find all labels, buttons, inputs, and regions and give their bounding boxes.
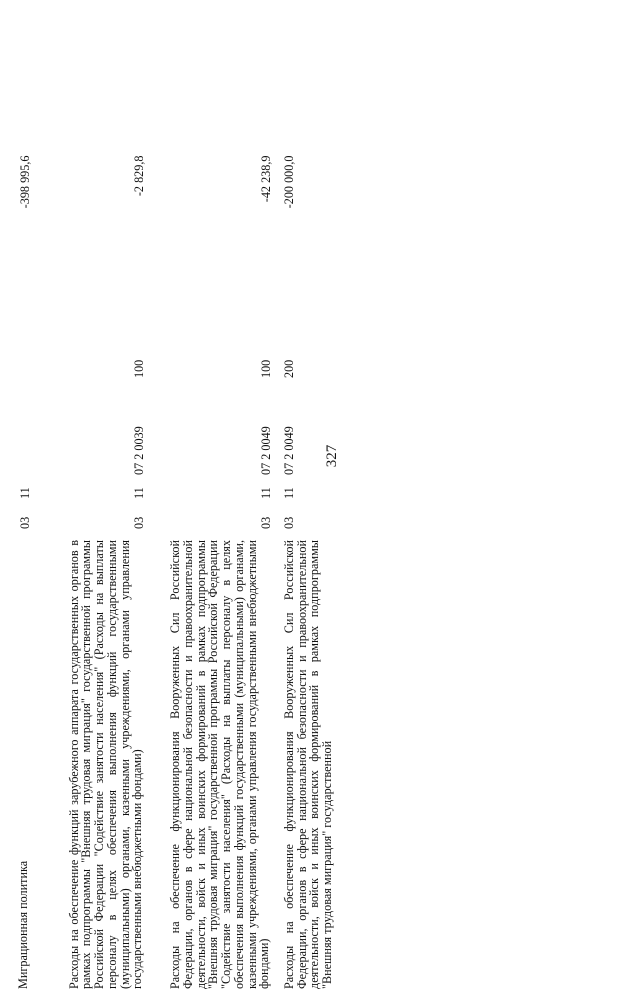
cell-sum: -2 829,8 (132, 155, 147, 197)
cell-vr: 200 (282, 359, 296, 378)
cell-name: Расходы на обеспечение функционирования Вооруженных Сил Российской Федерации, органов в сфере национальной безопасности и правоохранительной деятельности, войск и иных воинских формирований в рамках подпрограммы "Внешняя трудовая миграция" государственной программы Российской Федерации "Содействие занятости населения" (Расходы на выплаты персоналу в целях обеспечения выполнения функций государственными (муниципальными) органами, казенными учреждениями, органами управления государственными внебюджетными фондами) (168, 540, 272, 989)
cell-rz: 03 (259, 516, 274, 529)
cell-rz: 03 (132, 516, 147, 529)
cell-vr: 100 (132, 359, 147, 378)
cell-csr (4, 383, 34, 480)
rotated-page-content (0, 152, 338, 992)
cell-pr: 11 (282, 487, 296, 499)
page-number: 327 (324, 444, 340, 468)
cell-sum: -398 995,6 (18, 155, 33, 209)
cell-sum: -200 000,0 (282, 155, 296, 209)
cell-rz: 03 (282, 516, 296, 529)
cell-csr: 07 2 0049 (259, 426, 274, 475)
budget-table (0, 151, 361, 992)
cell-rz: 03 (18, 516, 33, 529)
table-row (275, 152, 361, 992)
cell-name: Миграционная политика (16, 860, 31, 989)
cell-vr: 100 (259, 359, 274, 378)
cell-sum: -42 238,9 (259, 155, 274, 203)
cell-pr: 11 (259, 487, 274, 499)
cell-csr: 07 2 0049 (282, 426, 296, 475)
cell-name: Расходы на обеспечение функционирования Вооруженных Сил Российской Федерации, органов в сфере национальной безопасности и правоохранительной деятельности, войск и иных воинских формирований в рамках подпрограммы "Внешняя трудовая миграция" государственной (282, 540, 335, 989)
cell-vr (4, 333, 34, 383)
table-row (148, 152, 275, 992)
cell-pr: 11 (18, 487, 33, 499)
table-row (34, 152, 148, 992)
cell-name: Расходы на обеспечение функций зарубежного аппарата государственных органов в рамках подпрограммы "Внешняя трудовая миграция" государственной программы Российской Федерации "Содействие занятости населения" (Расходы на выплаты персоналу в целях обеспечения выполнения функций государственными (муниципальными) органами, казенными учреждениями, органами управления государственными внебюджетными фондами) (66, 540, 145, 989)
table-row (4, 152, 34, 992)
cell-csr: 07 2 0039 (132, 426, 147, 475)
cell-pr: 11 (132, 487, 147, 499)
